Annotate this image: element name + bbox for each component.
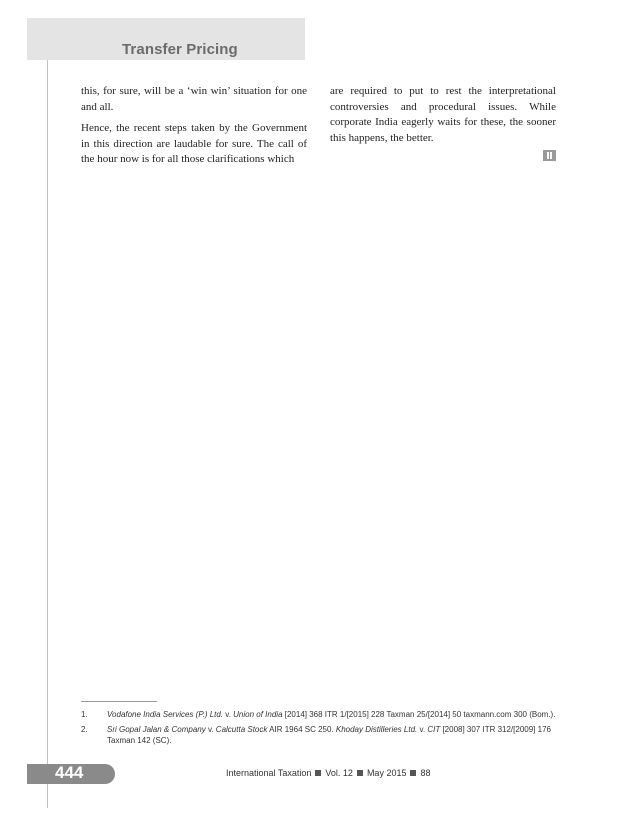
paragraph: Hence, the recent steps taken by the Government in this direction are laudable for sure. The call of the hour now is for all those clarifications which <box>81 122 307 165</box>
citation: [2008] 307 ITR 312/[2009] 176 Taxman 142 (SC). <box>107 724 551 745</box>
case-name: CIT <box>427 724 441 734</box>
square-bullet-icon <box>410 770 416 776</box>
journal-name: International Taxation <box>226 768 312 778</box>
issue-date: May 2015 <box>366 768 407 778</box>
issue-page: 88 <box>420 768 431 778</box>
versus: v. <box>205 724 216 734</box>
case-name: Calcutta Stock <box>215 724 268 734</box>
section-title: Transfer Pricing <box>122 41 238 58</box>
footnote-divider <box>81 701 157 702</box>
versus: v. <box>417 724 428 734</box>
footnote-text <box>107 724 561 747</box>
page-number: 444 <box>55 763 84 782</box>
case-name: Union of India <box>233 710 283 719</box>
square-bullet-icon <box>315 770 321 776</box>
running-footer <box>226 768 430 778</box>
end-of-article-icon <box>543 150 556 161</box>
margin-rule <box>47 18 48 808</box>
volume: Vol. 12 <box>325 768 353 778</box>
paragraph: this, for sure, will be a ‘win win’ situation for one and all. <box>81 85 307 113</box>
paragraph: are required to put to rest the interpretational controversies and procedural issues. While corporate India eagerly waits for these, the sooner this happens, the better. <box>330 85 556 144</box>
footnote-text <box>107 709 561 721</box>
citation: [2014] 368 ITR 1/[2015] 228 Taxman 25/[2014] 50 taxmann.com 300 (Bom.). <box>282 710 556 719</box>
footnotes <box>81 709 561 750</box>
body-column-left <box>81 84 307 174</box>
square-bullet-icon <box>357 770 363 776</box>
case-name: Khoday Distilleries Ltd. <box>335 724 418 734</box>
footnote <box>81 709 561 721</box>
versus: v. <box>223 710 234 719</box>
footnote-number: 1. <box>81 710 88 719</box>
case-name: Vodafone India Services (P.) Ltd. <box>107 710 224 719</box>
case-name: Sri Gopal Jalan & Company <box>107 724 206 734</box>
body-column-right <box>330 84 556 152</box>
citation: AIR 1964 SC 250. <box>267 724 336 734</box>
footnote-number: 2. <box>81 724 88 734</box>
footnote <box>81 724 561 747</box>
